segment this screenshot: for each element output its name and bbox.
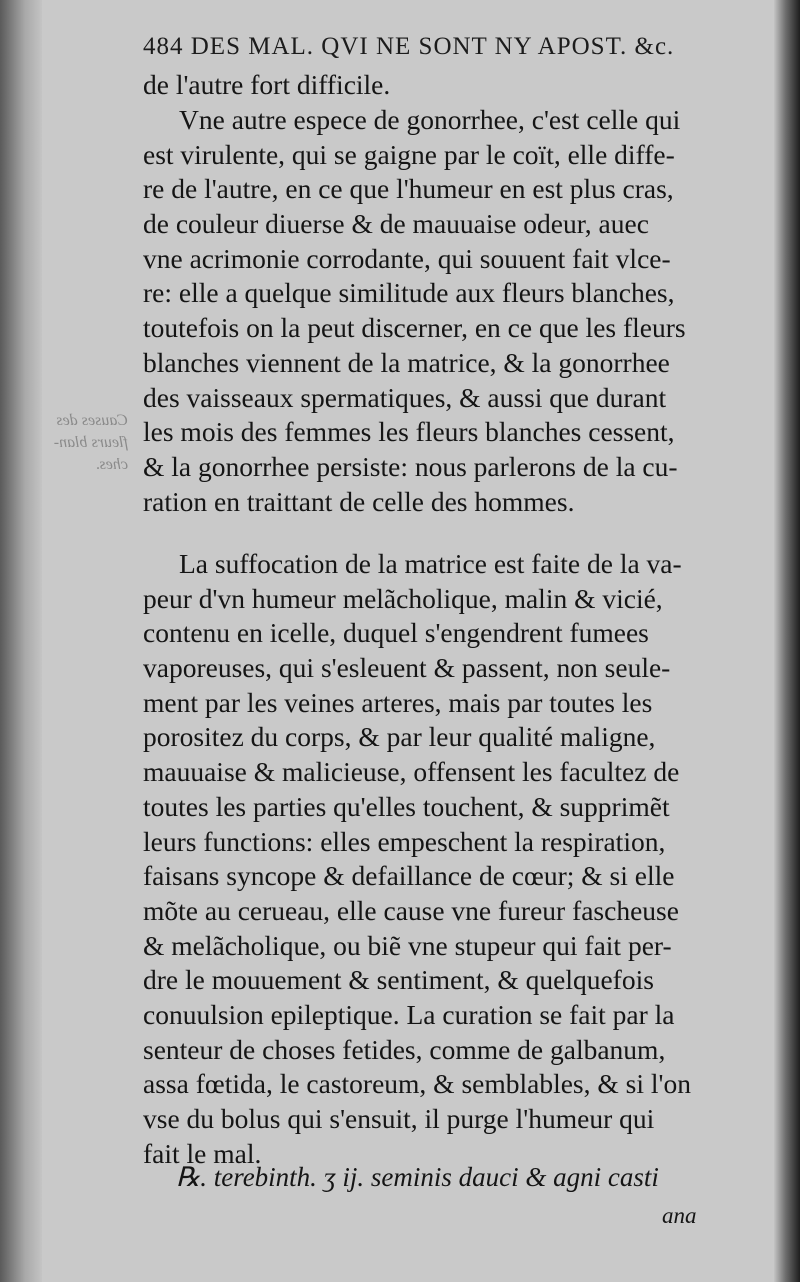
- text-line: contenu en icelle, duquel s'engendrent fumees: [143, 617, 649, 649]
- page-edge-shadow: [774, 0, 800, 1282]
- text-line: conuulsion epileptique. La curation se fait par la: [143, 998, 675, 1030]
- running-header: 484 DES MAL. QVI NE SONT NY APOST. &c.: [143, 33, 675, 60]
- text-line: vne acrimonie corrodante, qui souuent fait vlce-: [143, 242, 671, 274]
- text-line: mauuaise & malicieuse, offensent les facultez de: [143, 756, 680, 788]
- text-line: leurs functions: elles empeschent la respiration,: [143, 825, 666, 857]
- paragraph-2: [143, 103, 743, 519]
- text-line: blanches viennent de la matrice, & la gonorrhee: [143, 346, 670, 378]
- text-line: de couleur diuerse & de mauuaise odeur, auec: [143, 208, 649, 240]
- catchword: ana: [662, 1203, 697, 1228]
- text-line: est virulente, qui se gaigne par le coït, elle diffe-: [143, 138, 675, 170]
- text-line: vaporeuses, qui s'esleuent & passent, non seule-: [143, 652, 671, 684]
- paragraph-3: [143, 547, 743, 1171]
- text-line: mõte au cerueau, elle cause vne fureur fascheuse: [143, 894, 679, 926]
- text-line: les mois des femmes les fleurs blanches cessent,: [143, 416, 675, 448]
- text-line: fait le mal.: [143, 1137, 262, 1169]
- recipe-line: ℞. terebinth. ʒ ij. seminis dauci & agni casti: [176, 1162, 659, 1192]
- text-line: & la gonorrhee persiste: nous parlerons de la cu-: [143, 450, 678, 482]
- text-line: ment par les veines arteres, mais par toutes les: [143, 686, 653, 718]
- text-line: Vne autre espece de gonorrhee, c'est celle qui: [179, 104, 681, 135]
- text-line: des vaisseaux spermatiques, & aussi que durant: [143, 381, 667, 413]
- text-line: re: elle a quelque similitude aux fleurs blanches,: [143, 277, 675, 309]
- text-line: peur d'vn humeur melãcholique, malin & vicié,: [143, 582, 663, 614]
- text-line: de l'autre fort difficile.: [143, 69, 391, 100]
- text-line: toutefois on la peut discerner, en ce que les fleurs: [143, 312, 686, 344]
- margin-note-bleed-through: Causes des fleurs blan- ches.: [53, 412, 128, 473]
- text-line: ration en traittant de celle des hommes.: [143, 485, 575, 517]
- text-line: re de l'autre, en ce que l'humeur en est plus cras,: [143, 173, 674, 205]
- text-line: assa fœtida, le castoreum, & semblables, & si l'on: [143, 1068, 691, 1100]
- text-line: dre le mouuement & sentiment, & quelquefois: [143, 964, 654, 996]
- text-line: senteur de choses fetides, comme de galbanum,: [143, 1033, 666, 1065]
- text-line: faisans syncope & defaillance de cœur; & si elle: [143, 860, 675, 892]
- text-line: toutes les parties qu'elles touchent, & supprimẽt: [143, 790, 670, 822]
- text-line: vse du bolus qui s'ensuit, il purge l'humeur qui: [143, 1103, 655, 1134]
- text-line: La suffocation de la matrice est faite de la va-: [179, 548, 682, 579]
- page-gutter-shadow: [0, 0, 42, 1282]
- text-line: & melãcholique, ou biẽ vne stupeur qui fait per-: [143, 929, 672, 961]
- paragraph-1: [143, 68, 743, 103]
- text-line: porositez du corps, & par leur qualité maligne,: [143, 721, 656, 753]
